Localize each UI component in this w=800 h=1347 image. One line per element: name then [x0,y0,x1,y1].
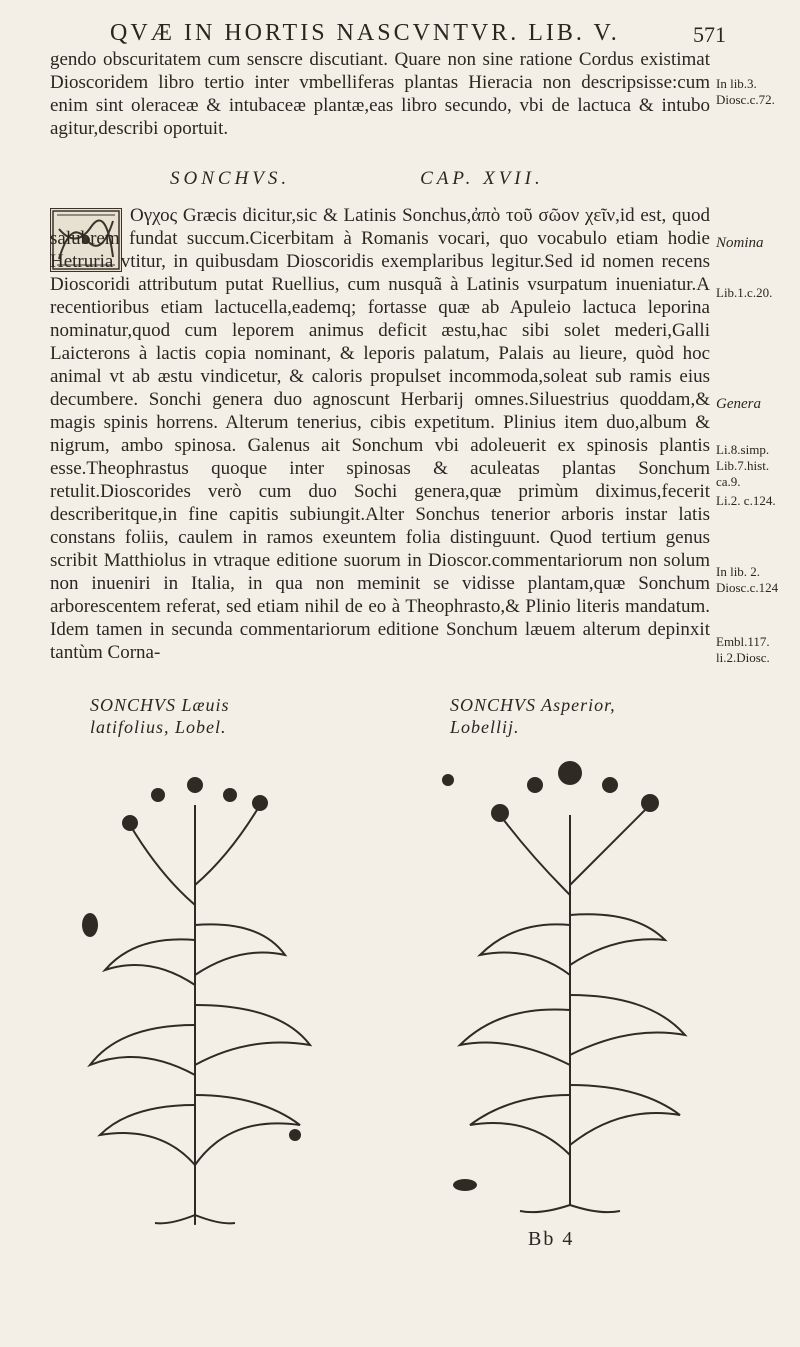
plate-caption-line: latifolius, Lobel. [90,717,227,737]
plate-caption-line: SONCHVS Asperior, [450,695,616,715]
marginal-note: Genera [716,396,761,412]
plate-caption-line: SONCHVS Læuis [90,695,230,715]
plate-caption-right [450,694,616,738]
marginal-note: Li.8.simp. Lib.7.hist. ca.9. [716,442,770,489]
woodcut-sow-thistle-smooth [60,745,330,1225]
marginal-note: Embl.117. li.2.Diosc. [716,634,770,665]
marginal-note: In lib. 2. Diosc.c.124 [716,564,779,595]
intro-paragraph: gendo obscuritatem cum senscre discutiant. Quare non sine ratione Cordus existimat Dioscoridem libro tertio inter vmbelliferas plantas Hieracia non descripsisse:cum enim sint oleraceæ & intubaceæ plantæ,eas libro secundo, vbi de lactuca & intubo agitur,describi oportuit. [50,49,710,139]
marginal-note: Li.2. c.124. [716,493,776,508]
woodcut-sow-thistle-rough [420,745,710,1215]
marginal-note: In lib.3. Diosc.c.72. [716,76,775,107]
marginal-note: Nomina [716,235,764,251]
marginal-note: Lib.1.c.20. [716,285,773,300]
chapter-heading [170,168,640,190]
running-head: QVÆ IN HORTIS NASCVNTVR. LIB. V. [110,20,620,46]
chapter-text: Ογχος Græcis dicitur,sic & Latinis Sonchus,ἀπὸ τοῦ σῶον χεῖν,id est, quod salubrem fundat succum.Cicerbitam à Romanis vocari, quo vocabulo etiam hodie Hetruria vtitur, in quibusdam Dioscoridis exemplaribus legitur.Sed id nomen recens Dioscoridi attributum putat Ruellius, cum nusquã à Latinis vsurpatum inueniatur.A recentioribus etiam lactucella,eademq; fortasse quæ ab Apuleio lactuca leporina nominatur,quod cum leporem animus deficit æstu,hac sibi solet mederi,Galli Laicterons à lactis copia nominant, & leporis palatum, Palais au lieure, quòd hoc animal vt ab æstu vindicetur, & caloris propulset incommoda,soleat sub ramis eius decumbere. Sonchi genera duo agnoscunt Herbarij omnes.Siluestrius quoddam,& magis spinis horrens. Alterum tenerius, cibis expetitum. Plinius item duo,album & nigrum, ambo spinosa. Galenus ait Sonchum vbi adoleuerit ex spinosis plantis esse.Theophrastus quoque inter spinosas & aculeatas plantas Sonchum retulit.Dioscorides verò cum duo Sochi genera,quæ primùm diximus,fecerit describeritque,in fine capitis subiungit.Alter Sonchus tenerior arboris instar latis constans foliis, caulem in ramos exeuntem folia distinguunt. Quod tertium genus scribit Matthiolus in vtraque editione suorum in Dioscor.commentariorum non solum non inueniri in Italia, in qua non meminit se vidisse plantam,quæ Sonchum arborescentem referat, sed etiam nihil de eo à Theophrasto,& Plinio literis mandatum. Idem tamen in secunda commentariorum editione Sonchum læuem alterum depinxit tantùm Corna- [50,205,710,663]
printer-signature: Bb 4 [528,1228,575,1250]
chapter-title: SONCHVS. [170,168,291,189]
page-number: 571 [693,22,726,47]
chapter-number: CAP. XVII. [420,168,544,189]
plate-caption-left [90,694,230,738]
plate-caption-line: Lobellij. [450,717,520,737]
